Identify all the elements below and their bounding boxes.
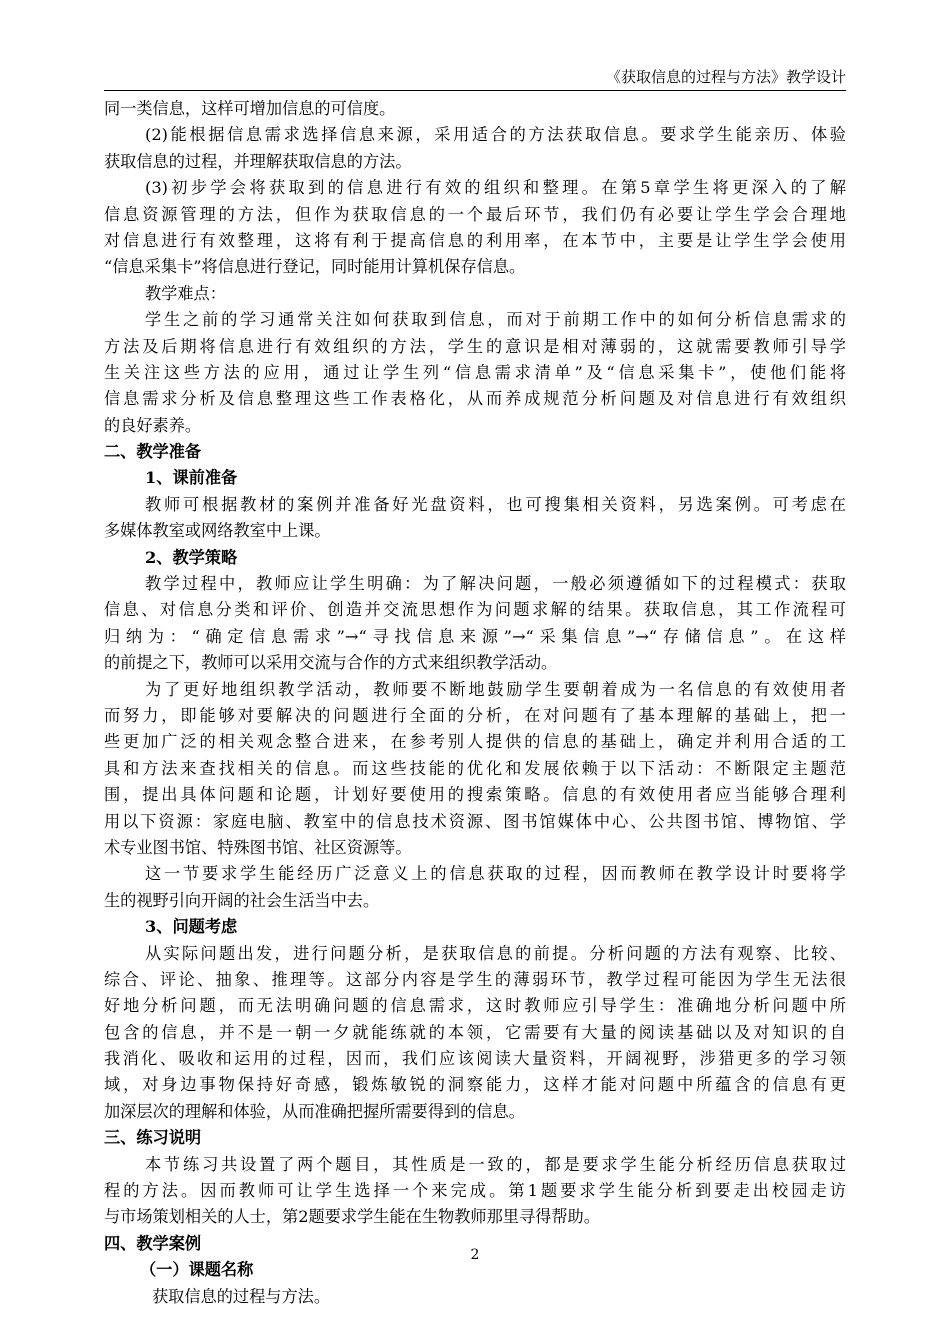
body-line: 教学过程中，教师应让学生明确：为了解决问题，一般必须遵循如下的过程模式：获取 — [145, 574, 846, 594]
body-line: 为了更好地组织教学活动，教师要不断地鼓励学生要朝着成为一名信息的有效使用者 — [145, 679, 846, 699]
body-line: 围，提出具体问题和论题，计划好要使用的搜索策略。信息的有效使用者应当能够合理利 — [104, 785, 846, 805]
body-line: (3)初步学会将获取到的信息进行有效的组织和整理。在第5章学生将更深入的了解 — [145, 178, 846, 198]
body-line: 而努力，即能够对要解决的问题进行全面的分析，在对问题有了基本理解的基础上，把一 — [104, 705, 846, 725]
document-body — [104, 96, 846, 1310]
section-heading: 二、教学准备 — [104, 442, 202, 462]
section-heading: 四、教学案例 — [104, 1233, 202, 1253]
body-line: 程的方法。因而教师可让学生选择一个来完成。第1题要求学生能分析到要走出校园走访 — [104, 1181, 846, 1201]
body-line: 生关注这些方法的应用，通过让学生列“信息需求清单”及“信息采集卡”，使他们能将 — [104, 362, 846, 382]
subsection-heading: 2、教学策略 — [145, 547, 238, 567]
body-line: 对信息进行有效整理，这将有利于提高信息的利用率，在本节中，主要是让学生学会使用 — [104, 230, 846, 250]
body-line: 我消化、吸收和运用的过程，因而，我们应该阅读大量资料，开阔视野，涉猎更多的学习领 — [104, 1049, 846, 1069]
body-line: 的前提之下，教师可以采用交流与合作的方式来组织教学活动。 — [104, 653, 558, 673]
body-line: 从实际问题出发，进行问题分析，是获取信息的前提。分析问题的方法有观察、比较、 — [145, 943, 846, 963]
body-line: 信息需求分析及信息整理这些工作表格化，从而养成规范分析问题及对信息进行有效组织 — [104, 389, 846, 409]
body-line: 归纳为：“确定信息需求”→“寻找信息来源”→“采集信息”→“存储信息”。在这样 — [104, 626, 846, 646]
body-line: “信息采集卡”将信息进行登记，同时能用计算机保存信息。 — [104, 257, 526, 277]
body-line: (2)能根据信息需求选择信息来源，采用适合的方法获取信息。要求学生能亲历、体验 — [145, 125, 846, 145]
body-line: 加深层次的理解和体验，从而准确把握所需要得到的信息。 — [104, 1101, 525, 1121]
body-line: 同一类信息，这样可增加信息的可信度。 — [104, 99, 396, 118]
body-line: 方法及后期将信息进行有效组织的方法，学生的意识是相对薄弱的，这就需要教师引导学 — [104, 336, 846, 356]
page-header — [104, 62, 846, 91]
body-line: 信息资源管理的方法，但作为获取信息的一个最后环节，我们仍有必要让学生学会合理地 — [104, 204, 846, 224]
body-line: 包含的信息，并不是一朝一夕就能练就的本领，它需要有大量的阅读基础以及对知识的自 — [104, 1022, 846, 1042]
body-line: 这一节要求学生能经历广泛意义上的信息获取的过程，因而教师在教学设计时要将学 — [145, 864, 846, 884]
body-line: 多媒体教室或网络教室中上课。 — [104, 521, 331, 541]
body-line: 获取信息的过程，并理解获取信息的方法。 — [104, 151, 412, 171]
body-line: 信息、对信息分类和评价、创造并交流思想作为问题求解的结果。获取信息，其工作流程可 — [104, 600, 846, 620]
body-line: 些更加广泛的相关观念整合进来，在参考别人提供的信息的基础上，确定并利用合适的工 — [104, 732, 846, 752]
body-line: 术专业图书馆、特殊图书馆、社区资源等。 — [104, 837, 412, 857]
body-line: 域，对身边事物保持好奇感，锻炼敏锐的洞察能力，这样才能对问题中所蕴含的信息有更 — [104, 1075, 846, 1095]
body-line: 与市场策划相关的人士，第2题要求学生能在生物教师那里寻得帮助。 — [104, 1207, 600, 1227]
subsection-heading: （一）课题名称 — [140, 1260, 254, 1280]
section-heading: 三、练习说明 — [104, 1128, 202, 1148]
body-line: 具和方法来查找相关的信息。而这些技能的优化和发展依赖于以下活动：不断限定主题范 — [104, 758, 846, 778]
body-line: 教师可根据教材的案例并准备好光盘资料，也可搜集相关资料，另选案例。可考虑在 — [145, 494, 846, 514]
body-line: 获取信息的过程与方法。 — [152, 1286, 331, 1306]
body-line: 教学难点： — [145, 283, 226, 303]
page-number: 2 — [470, 1247, 480, 1263]
header-title: 《获取信息的过程与方法》教学设计 — [605, 68, 846, 86]
body-line: 好地分析问题，而无法明确问题的信息需求，这时教师应引导学生：准确地分析问题中所 — [104, 996, 846, 1016]
subsection-heading: 3、问题考虑 — [145, 917, 238, 937]
subsection-heading: 1、课前准备 — [145, 468, 238, 488]
body-line: 用以下资源：家庭电脑、教室中的信息技术资源、图书馆媒体中心、公共图书馆、博物馆、学 — [104, 811, 846, 831]
body-line: 学生之前的学习通常关注如何获取到信息，而对于前期工作中的如何分析信息需求的 — [145, 310, 846, 330]
body-line: 的良好素养。 — [104, 415, 202, 435]
body-line: 本节练习共设置了两个题目，其性质是一致的，都是要求学生能分析经历信息获取过 — [145, 1154, 846, 1174]
body-line: 生的视野引向开阔的社会生活当中去。 — [104, 890, 380, 910]
body-line: 综合、评论、抽象、推理等。这部分内容是学生的薄弱环节，教学过程可能因为学生无法很 — [104, 969, 846, 989]
